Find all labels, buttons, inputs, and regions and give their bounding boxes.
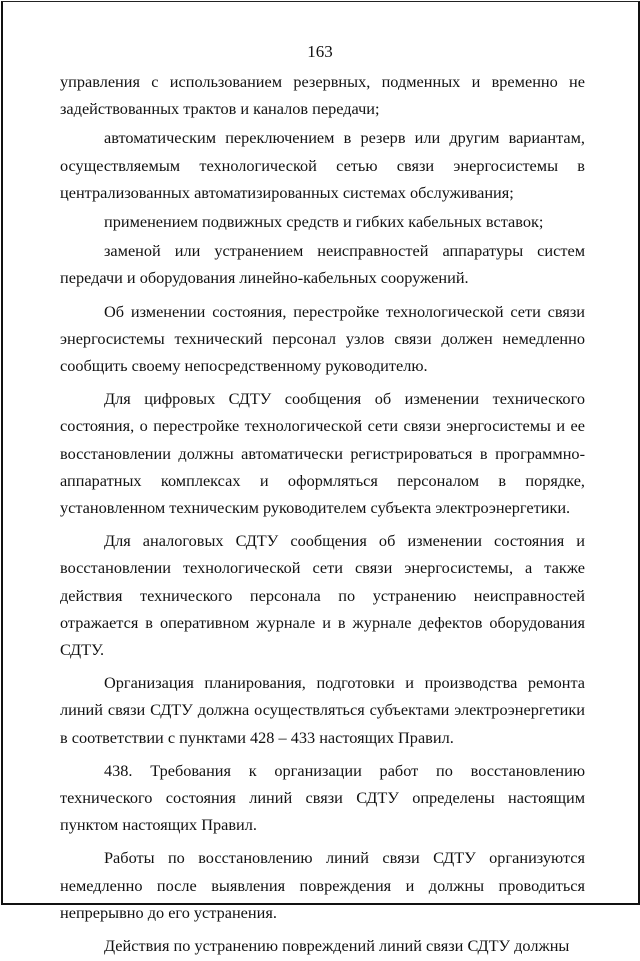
paragraph-9: 438. Требования к организации работ по восстановлению технического состояния линий связи СДТУ определены настоящим пунктом настоящих Правил. xyxy=(60,760,585,835)
paragraph-5: Об изменении состояния, перестройке технологической сети связи энергосистемы технический персонал узлов связи должен немедленно сообщить своему непосредственному руководителю. xyxy=(60,301,585,376)
page-number: 163 xyxy=(307,42,333,61)
paragraph-11: Действия по устранению повреждений линий связи СДТУ должны xyxy=(104,936,570,956)
paragraph-4: заменой или устранением неисправностей аппаратуры систем передачи и оборудования линейно-кабельных сооружений. xyxy=(60,241,585,288)
document-body xyxy=(60,68,585,961)
paragraph-10: Работы по восстановлению линий связи СДТУ организуются немедленно после выявления повреждения и должны проводиться непрерывно до его устранения. xyxy=(60,848,585,922)
paragraph-1: управления с использованием резервных, подменных и временно не задействованных трактов и каналов передачи; xyxy=(60,72,585,119)
paragraph-7: Для аналоговых СДТУ сообщения об изменении состояния и восстановлении технологической сети связи энергосистемы, а также действия технического персонала по устранению неисправностей отражается в оперативном журнале и в журнале дефектов оборудования СДТУ. xyxy=(60,531,585,660)
paragraph-2: автоматическим переключением в резерв или другим вариантам, осуществляемым технологической сетью связи энергосистемы в централизованных автоматизированных системах обслуживания; xyxy=(60,128,585,202)
paragraph-8: Организация планирования, подготовки и производства ремонта линий связи СДТУ должна осуществляться субъектами электроэнергетики в соответствии с пунктами 428 – 433 настоящих Правил. xyxy=(60,673,585,747)
paragraph-6: Для цифровых СДТУ сообщения об изменении технического состояния, о перестройке технологической сети связи энергосистемы и ее восстановлении должны автоматически регистрироваться в программно-аппаратных комплексах и оформляться персоналом в порядке, установленном техническим руководителем субъекта электроэнергетики. xyxy=(60,389,585,518)
paragraph-3: применением подвижных средств и гибких кабельных вставок; xyxy=(104,212,544,232)
